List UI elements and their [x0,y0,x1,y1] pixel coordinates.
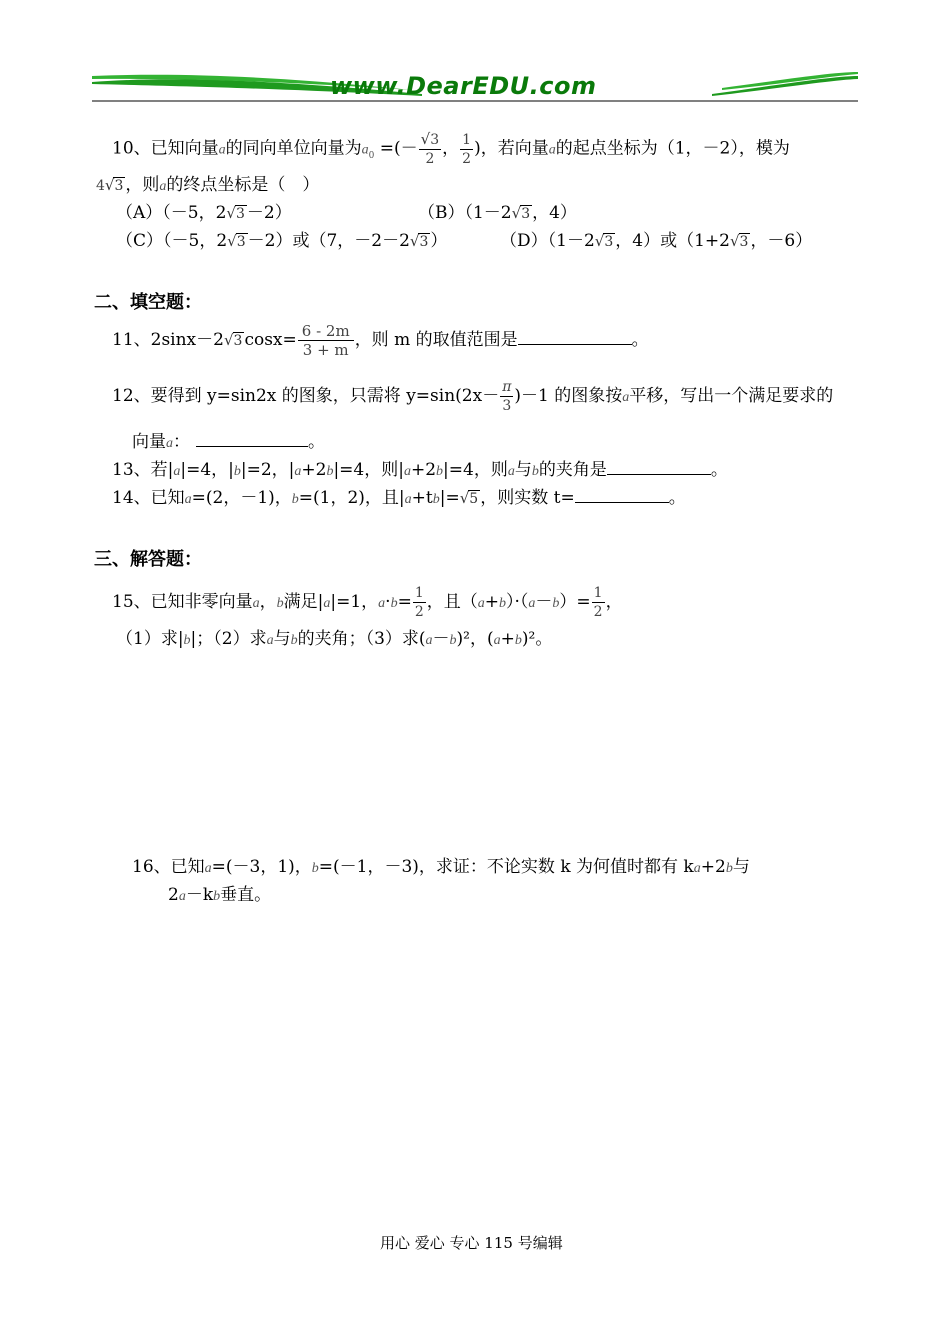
q12-line2: 向量a： 。 [132,432,325,452]
q10-line2: 4√3 ，则a的终点坐标是（ ） [96,175,320,195]
page-footer: 用心 爱心 专心 115 号编辑 [380,1234,563,1252]
q10-option-a[interactable]: （A）（－5，2√3 －2） [116,203,292,223]
q10-option-c[interactable]: （C）（－5，2√3 －2）或（7，－2－2√3 ） [116,231,448,251]
q15-line1: 15、已知非零向量a，b满足|a|=1，a·b= $\frac{1}{2}$ ，且（a+b）·（a－b）= $\frac{1}{2}$ ， [112,585,623,620]
q10-option-b[interactable]: （B）（1－2√3 ，4） [418,203,577,223]
q11: 11、2sinx－2√3 cosx= $\frac{6 - 2m}{3 + m}$ ，则 m 的取值范围是 。 [112,322,649,359]
q11-answer-blank[interactable] [518,328,632,345]
header-banner [92,70,858,104]
q14-answer-blank[interactable] [575,486,669,503]
q16-line1: 16、已知a=(－3，1)，b=(－1，－3)，求证：不论实数 k 为何值时都有 ka+2b与 [132,857,750,877]
q14: 14、已知a=(2，－1)，b=(1，2)，且|a+tb|=√5 ，则实数 t= 。 [112,488,686,508]
q16-line2: 2a－kb垂直。 [168,885,272,905]
q12-answer-blank[interactable] [196,430,308,447]
section-answer-heading: 三、解答题： [94,549,202,570]
site-logo[interactable]: www.DearEDU.com [330,72,597,100]
q10-option-d[interactable]: （D）（1－2√3 ，4）或（1+2√3 ，－6） [500,231,813,251]
q10-line1: 10、已知向量a的同向单位向量为$a_0$ =(－ $\frac{√3}{2}$ ， $\frac{1}{2}$ )，若向量a的起点坐标为（1，－2），模为 [112,130,790,167]
q15-line2: （1）求|b|；（2）求a与b的夹角；（3）求(a－b)²，(a+b)²。 [116,629,553,649]
q12-line1: 12、要得到 y=sin2x 的图象，只需将 y=sin(2x－ $\frac{\pi}{3}$ )－1 的图象按a平移，写出一个满足要求的 [112,379,834,414]
q13: 13、若|a|=4，|b|=2，|a+2b|=4，则|a+2b|=4，则a与b的夹角是 。 [112,460,728,480]
section-fill-in-heading: 二、填空题： [94,292,202,313]
q13-answer-blank[interactable] [607,458,711,475]
